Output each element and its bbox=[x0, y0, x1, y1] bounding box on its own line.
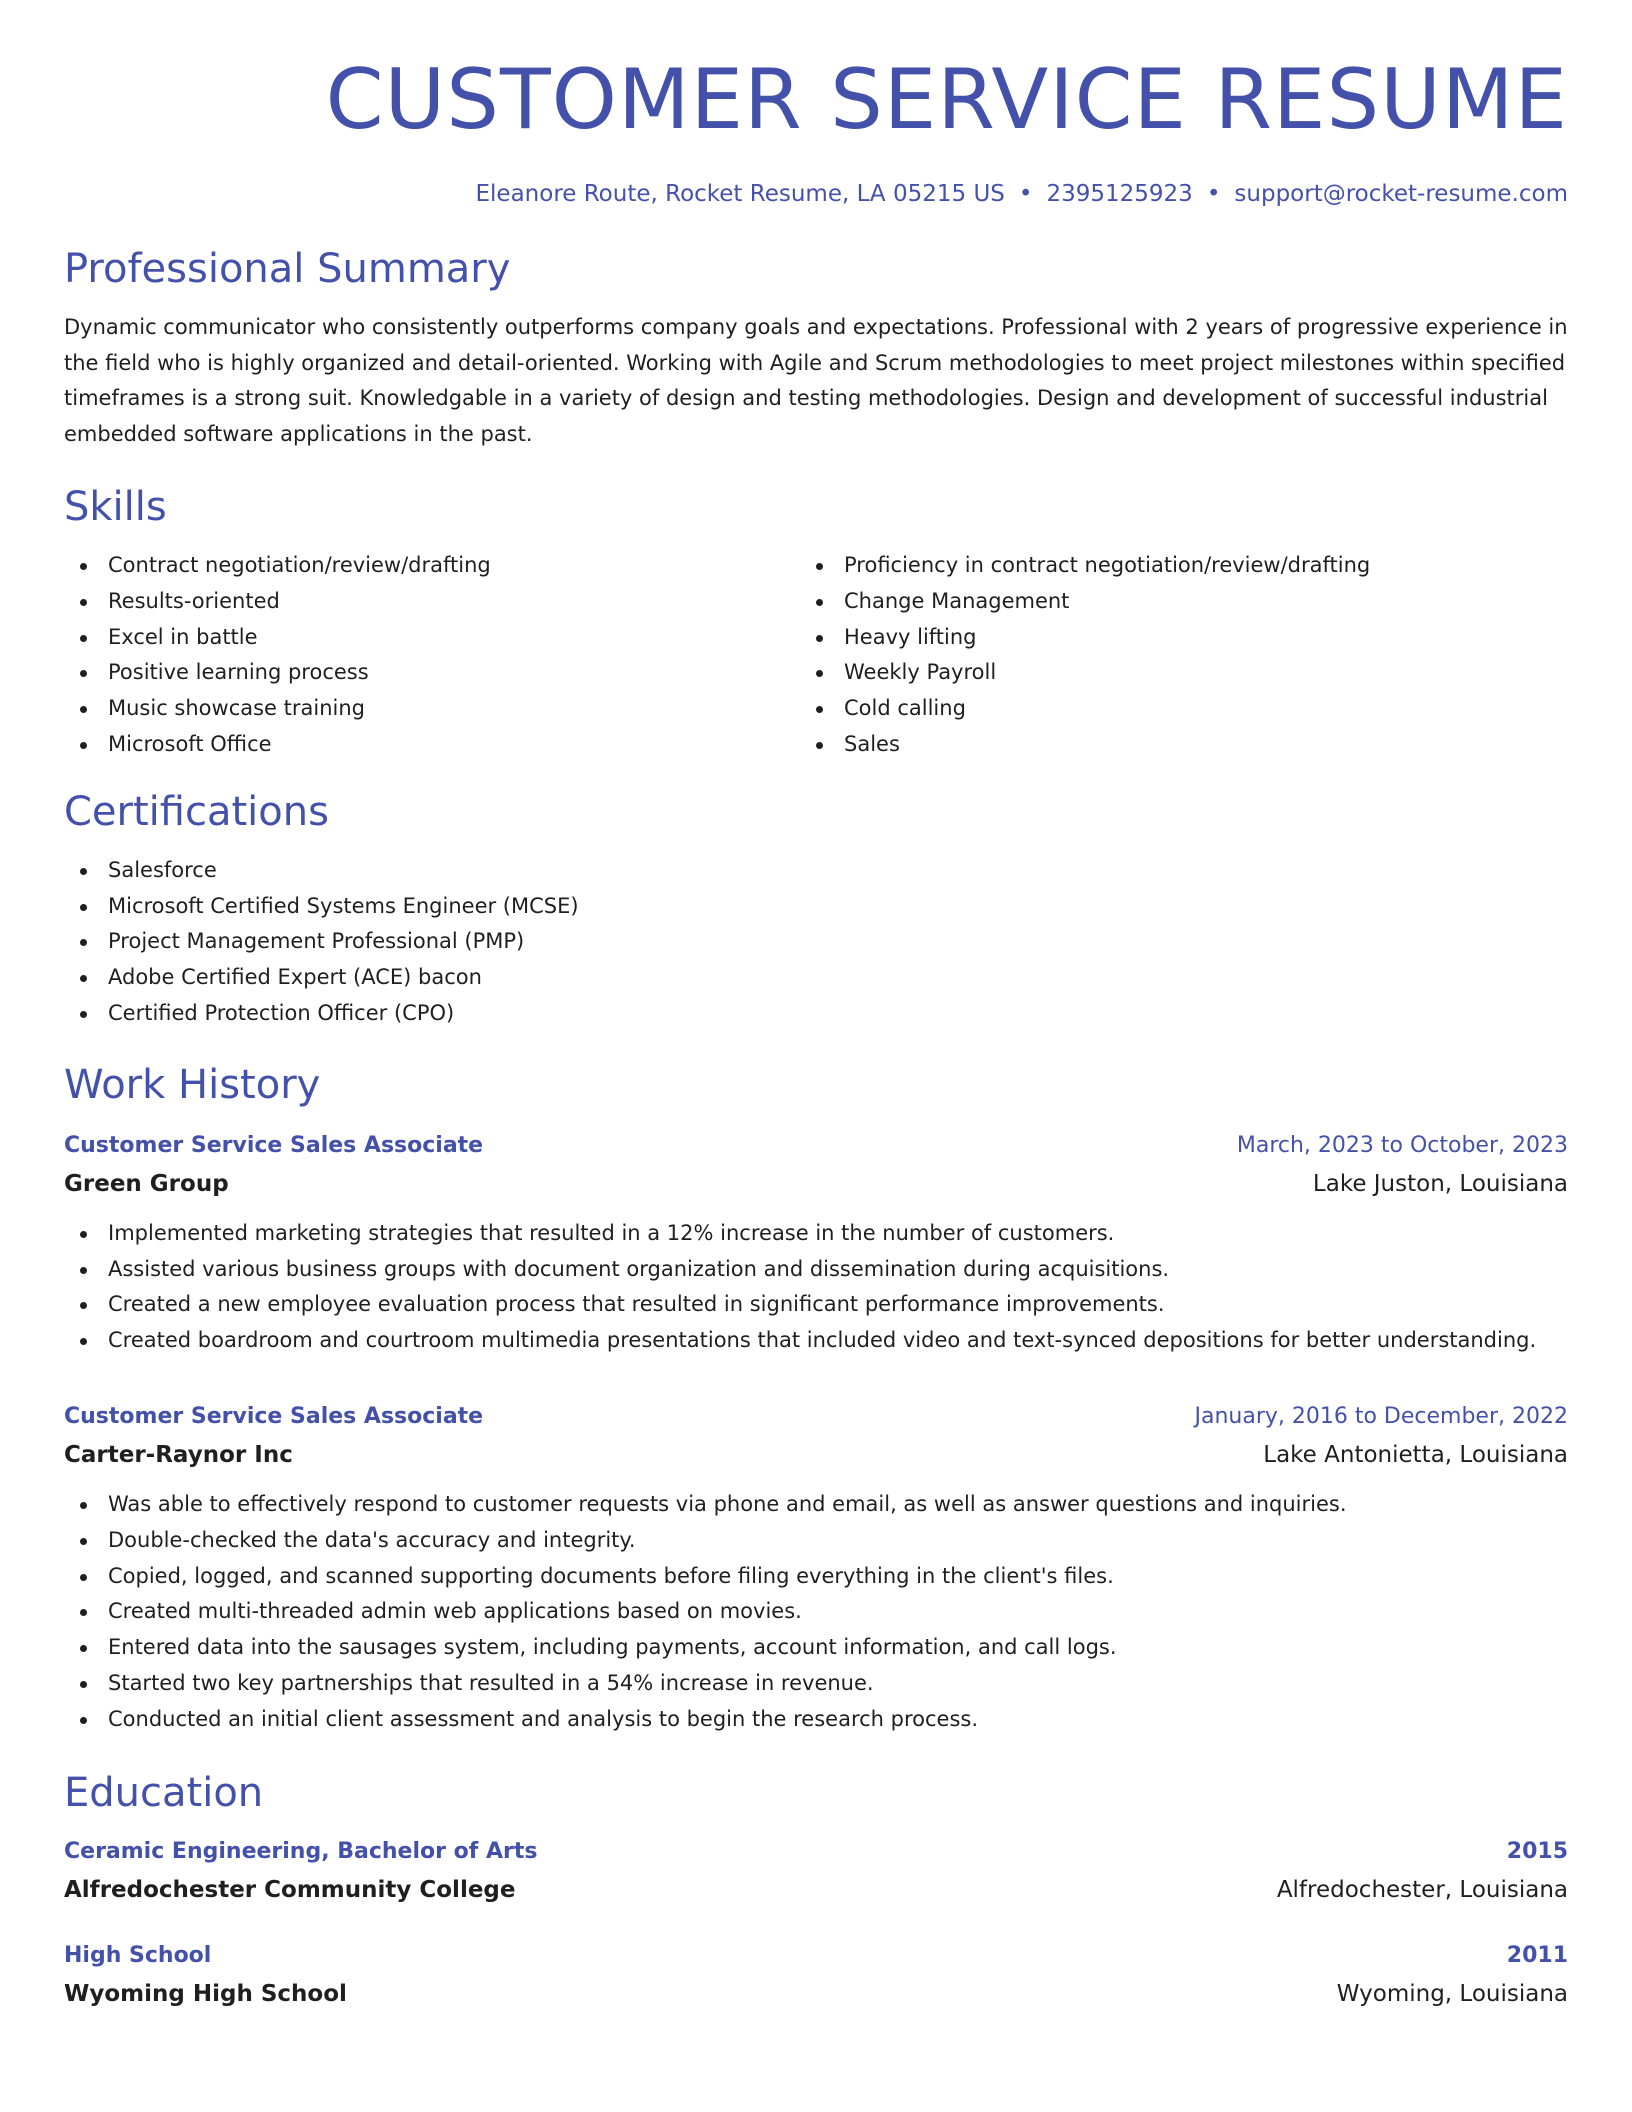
skill-item: Change Management bbox=[800, 584, 1568, 620]
skills-section bbox=[64, 482, 1568, 763]
education-degree-row bbox=[64, 1938, 1568, 1974]
job-location: Lake Juston, Louisiana bbox=[1312, 1170, 1568, 1197]
education-location: Wyoming, Louisiana bbox=[1336, 1980, 1568, 2007]
skill-item: Sales bbox=[800, 727, 1568, 763]
summary-text: Dynamic communicator who consistently outperforms company goals and expectations. Professional with 2 years of progressive experience in the field who is highly organized and detail-oriented. Working with Agile and Scrum methodologies to meet project milestones within specified timeframes is a strong suit. Knowledgable in a variety of design and testing methodologies. Design and development of successful industrial embedded software applications in the past. bbox=[64, 315, 1568, 446]
work-history-heading: Work History bbox=[64, 1061, 321, 1108]
job-bullet: Conducted an initial client assessment and analysis to begin the research process. bbox=[64, 1702, 1568, 1738]
job-bullet: Was able to effectively respond to customer requests via phone and email, as well as answer questions and inquiries. bbox=[64, 1487, 1568, 1523]
job-entry bbox=[64, 1399, 1568, 1738]
skills-column-left bbox=[64, 548, 800, 763]
skill-item: Contract negotiation/review/drafting bbox=[64, 548, 800, 584]
certification-item: Project Management Professional (PMP) bbox=[64, 924, 1568, 960]
skill-item: Music showcase training bbox=[64, 691, 800, 727]
skill-item: Proficiency in contract negotiation/review/drafting bbox=[800, 548, 1568, 584]
job-bullet: Created a new employee evaluation process that resulted in significant performance improvements. bbox=[64, 1287, 1568, 1323]
skills-list-right bbox=[800, 548, 1568, 763]
certifications-heading: Certifications bbox=[64, 788, 329, 835]
skill-item: Positive learning process bbox=[64, 655, 800, 691]
job-dates: March, 2023 to October, 2023 bbox=[1236, 1132, 1568, 1158]
contact-email[interactable]: support@rocket-resume.com bbox=[1234, 181, 1568, 207]
certifications-list bbox=[64, 853, 1568, 1032]
skill-item: Weekly Payroll bbox=[800, 655, 1568, 691]
job-company-row bbox=[64, 1435, 1568, 1475]
job-bullet: Assisted various business groups with document organization and dissemination during acquisitions. bbox=[64, 1252, 1568, 1288]
contact-address: Eleanore Route, Rocket Resume, LA 05215 US bbox=[475, 181, 1005, 207]
skills-list-left bbox=[64, 548, 800, 763]
certification-item: Adobe Certified Expert (ACE) bacon bbox=[64, 960, 1568, 996]
summary-heading: Professional Summary bbox=[64, 246, 511, 292]
skill-item: Results-oriented bbox=[64, 584, 800, 620]
summary-section bbox=[64, 244, 1568, 452]
skill-item: Excel in battle bbox=[64, 620, 800, 656]
skills-heading: Skills bbox=[64, 484, 167, 530]
skill-item: Microsoft Office bbox=[64, 727, 800, 763]
job-location: Lake Antonietta, Louisiana bbox=[1263, 1441, 1568, 1468]
job-company: Green Group bbox=[64, 1170, 229, 1197]
education-entry bbox=[64, 1834, 1568, 1910]
resume-header bbox=[64, 0, 1568, 210]
education-heading: Education bbox=[64, 1769, 264, 1816]
job-bullets bbox=[64, 1487, 1568, 1738]
job-dates: January, 2016 to December, 2022 bbox=[1194, 1403, 1568, 1429]
job-bullet: Double-checked the data's accuracy and integrity. bbox=[64, 1523, 1568, 1559]
skills-columns bbox=[64, 548, 1568, 763]
education-degree: High School bbox=[64, 1942, 212, 1968]
education-degree-row bbox=[64, 1834, 1568, 1870]
job-company-row bbox=[64, 1164, 1568, 1204]
education-school: Alfredochester Community College bbox=[64, 1876, 516, 1903]
job-title-row bbox=[64, 1399, 1568, 1435]
skill-item: Heavy lifting bbox=[800, 620, 1568, 656]
job-role: Customer Service Sales Associate bbox=[64, 1132, 484, 1158]
education-year: 2011 bbox=[1506, 1942, 1568, 1968]
education-location: Alfredochester, Louisiana bbox=[1276, 1876, 1568, 1903]
job-bullet: Copied, logged, and scanned supporting documents before filing everything in the client's files. bbox=[64, 1559, 1568, 1595]
education-school: Wyoming High School bbox=[64, 1980, 347, 2007]
education-degree: Ceramic Engineering, Bachelor of Arts bbox=[64, 1838, 538, 1864]
job-bullet: Started two key partnerships that resulted in a 54% increase in revenue. bbox=[64, 1666, 1568, 1702]
job-bullets bbox=[64, 1216, 1568, 1359]
job-company: Carter-Raynor Inc bbox=[64, 1441, 293, 1468]
job-bullet: Created multi-threaded admin web applications based on movies. bbox=[64, 1594, 1568, 1630]
education-year: 2015 bbox=[1506, 1838, 1568, 1864]
contact-separator: • bbox=[1206, 181, 1221, 207]
job-entry bbox=[64, 1128, 1568, 1359]
job-bullet: Implemented marketing strategies that resulted in a 12% increase in the number of customers. bbox=[64, 1216, 1568, 1252]
education-section bbox=[64, 1768, 1568, 2014]
work-history-section bbox=[64, 1060, 1568, 1738]
resume-title: CUSTOMER SERVICE RESUME bbox=[325, 51, 1568, 148]
skills-column-right bbox=[800, 548, 1568, 763]
job-role: Customer Service Sales Associate bbox=[64, 1403, 484, 1429]
certification-item: Microsoft Certified Systems Engineer (MCSE) bbox=[64, 889, 1568, 925]
job-bullet: Entered data into the sausages system, including payments, account information, and call logs. bbox=[64, 1630, 1568, 1666]
education-school-row bbox=[64, 1974, 1568, 2014]
contact-phone: 2395125923 bbox=[1046, 181, 1193, 207]
certification-item: Salesforce bbox=[64, 853, 1568, 889]
education-school-row bbox=[64, 1870, 1568, 1910]
job-bullet: Created boardroom and courtroom multimedia presentations that included video and text-synced depositions for better understanding. bbox=[64, 1323, 1568, 1359]
contact-separator: • bbox=[1018, 181, 1033, 207]
certifications-section bbox=[64, 787, 1568, 1032]
education-entry bbox=[64, 1938, 1568, 2014]
contact-line bbox=[64, 178, 1568, 210]
certification-item: Certified Protection Officer (CPO) bbox=[64, 996, 1568, 1032]
skill-item: Cold calling bbox=[800, 691, 1568, 727]
job-title-row bbox=[64, 1128, 1568, 1164]
